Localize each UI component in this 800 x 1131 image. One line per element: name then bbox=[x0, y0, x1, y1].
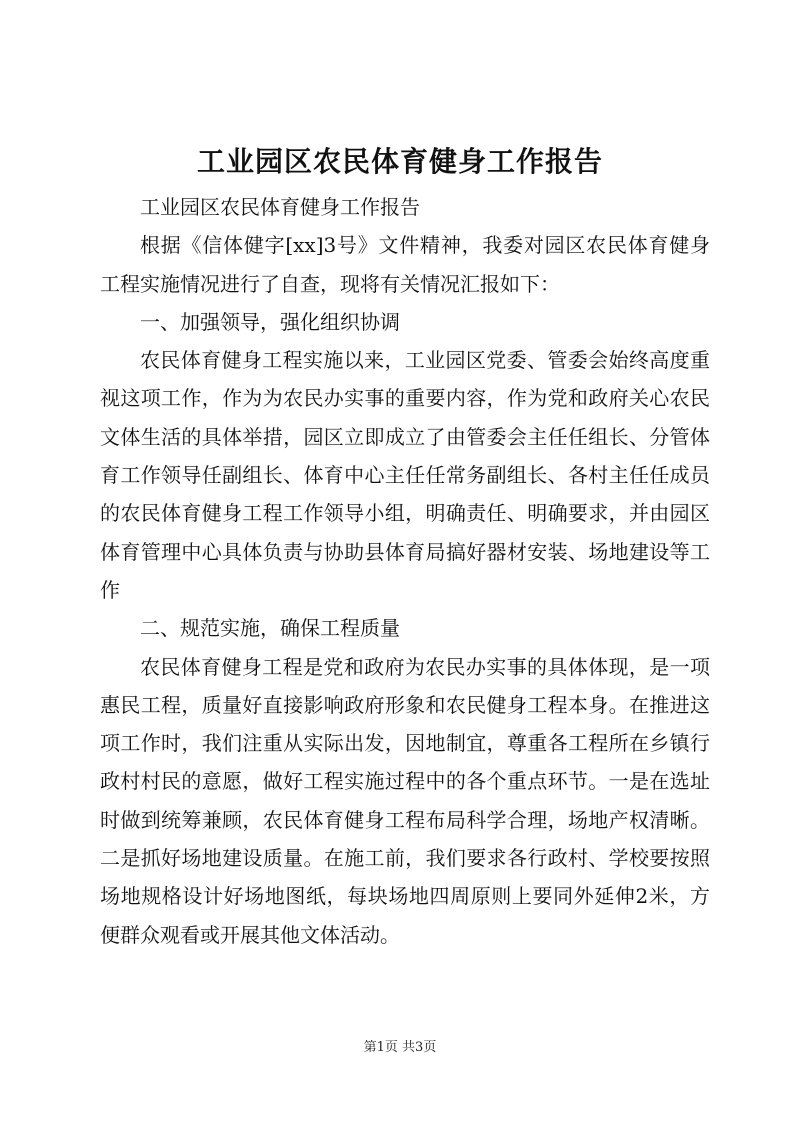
paragraph-intro: 根据《信体健字[xx]3号》文件精神，我委对园区农民体育健身工程实施情况进行了自查，现将有关情况汇报如下： bbox=[100, 233, 710, 296]
section-heading-2: 二、规范实施，确保工程质量 bbox=[140, 616, 400, 641]
paragraph-section-1: 农民体育健身工程实施以来，工业园区党委、管委会始终高度重视这项工作，作为为农民办实事的重要内容，作为党和政府关心农民文体生活的具体举措，园区立即成立了由管委会主任任组长、分管体育工作领导任副组长、体育中心主任任常务副组长、各村主任任成员的农民体育健身工程工作领导小组，明确责任、明确要求，并由园区体育管理中心具体负责与协助县体育局搞好器材安装、场地建设等工作 bbox=[100, 348, 710, 602]
paragraph-subtitle: 工业园区农民体育健身工作报告 bbox=[140, 195, 420, 219]
document-title: 工业园区农民体育健身工作报告 bbox=[196, 145, 603, 178]
page-footer: 第1页 共3页 bbox=[363, 1040, 437, 1055]
section-heading-1: 一、加强领导，强化组织协调 bbox=[140, 309, 400, 334]
document-body bbox=[100, 188, 710, 954]
paragraph-section-2: 农民体育健身工程是党和政府为农民办实事的具体体现，是一项惠民工程，质量好直接影响政府形象和农民健身工程本身。在推进这项工作时，我们注重从实际出发，因地制宜，尊重各工程所在乡镇行政村村民的意愿，做好工程实施过程中的各个重点环节。一是在选址时做到统筹兼顾，农民体育健身工程布局科学合理，场地产权清晰。二是抓好场地建设质量。在施工前，我们要求各行政村、学校要按照场地规格设计好场地图纸，每块场地四周原则上要同外延伸2米，方便群众观看或开展其他文体活动。 bbox=[100, 654, 710, 947]
